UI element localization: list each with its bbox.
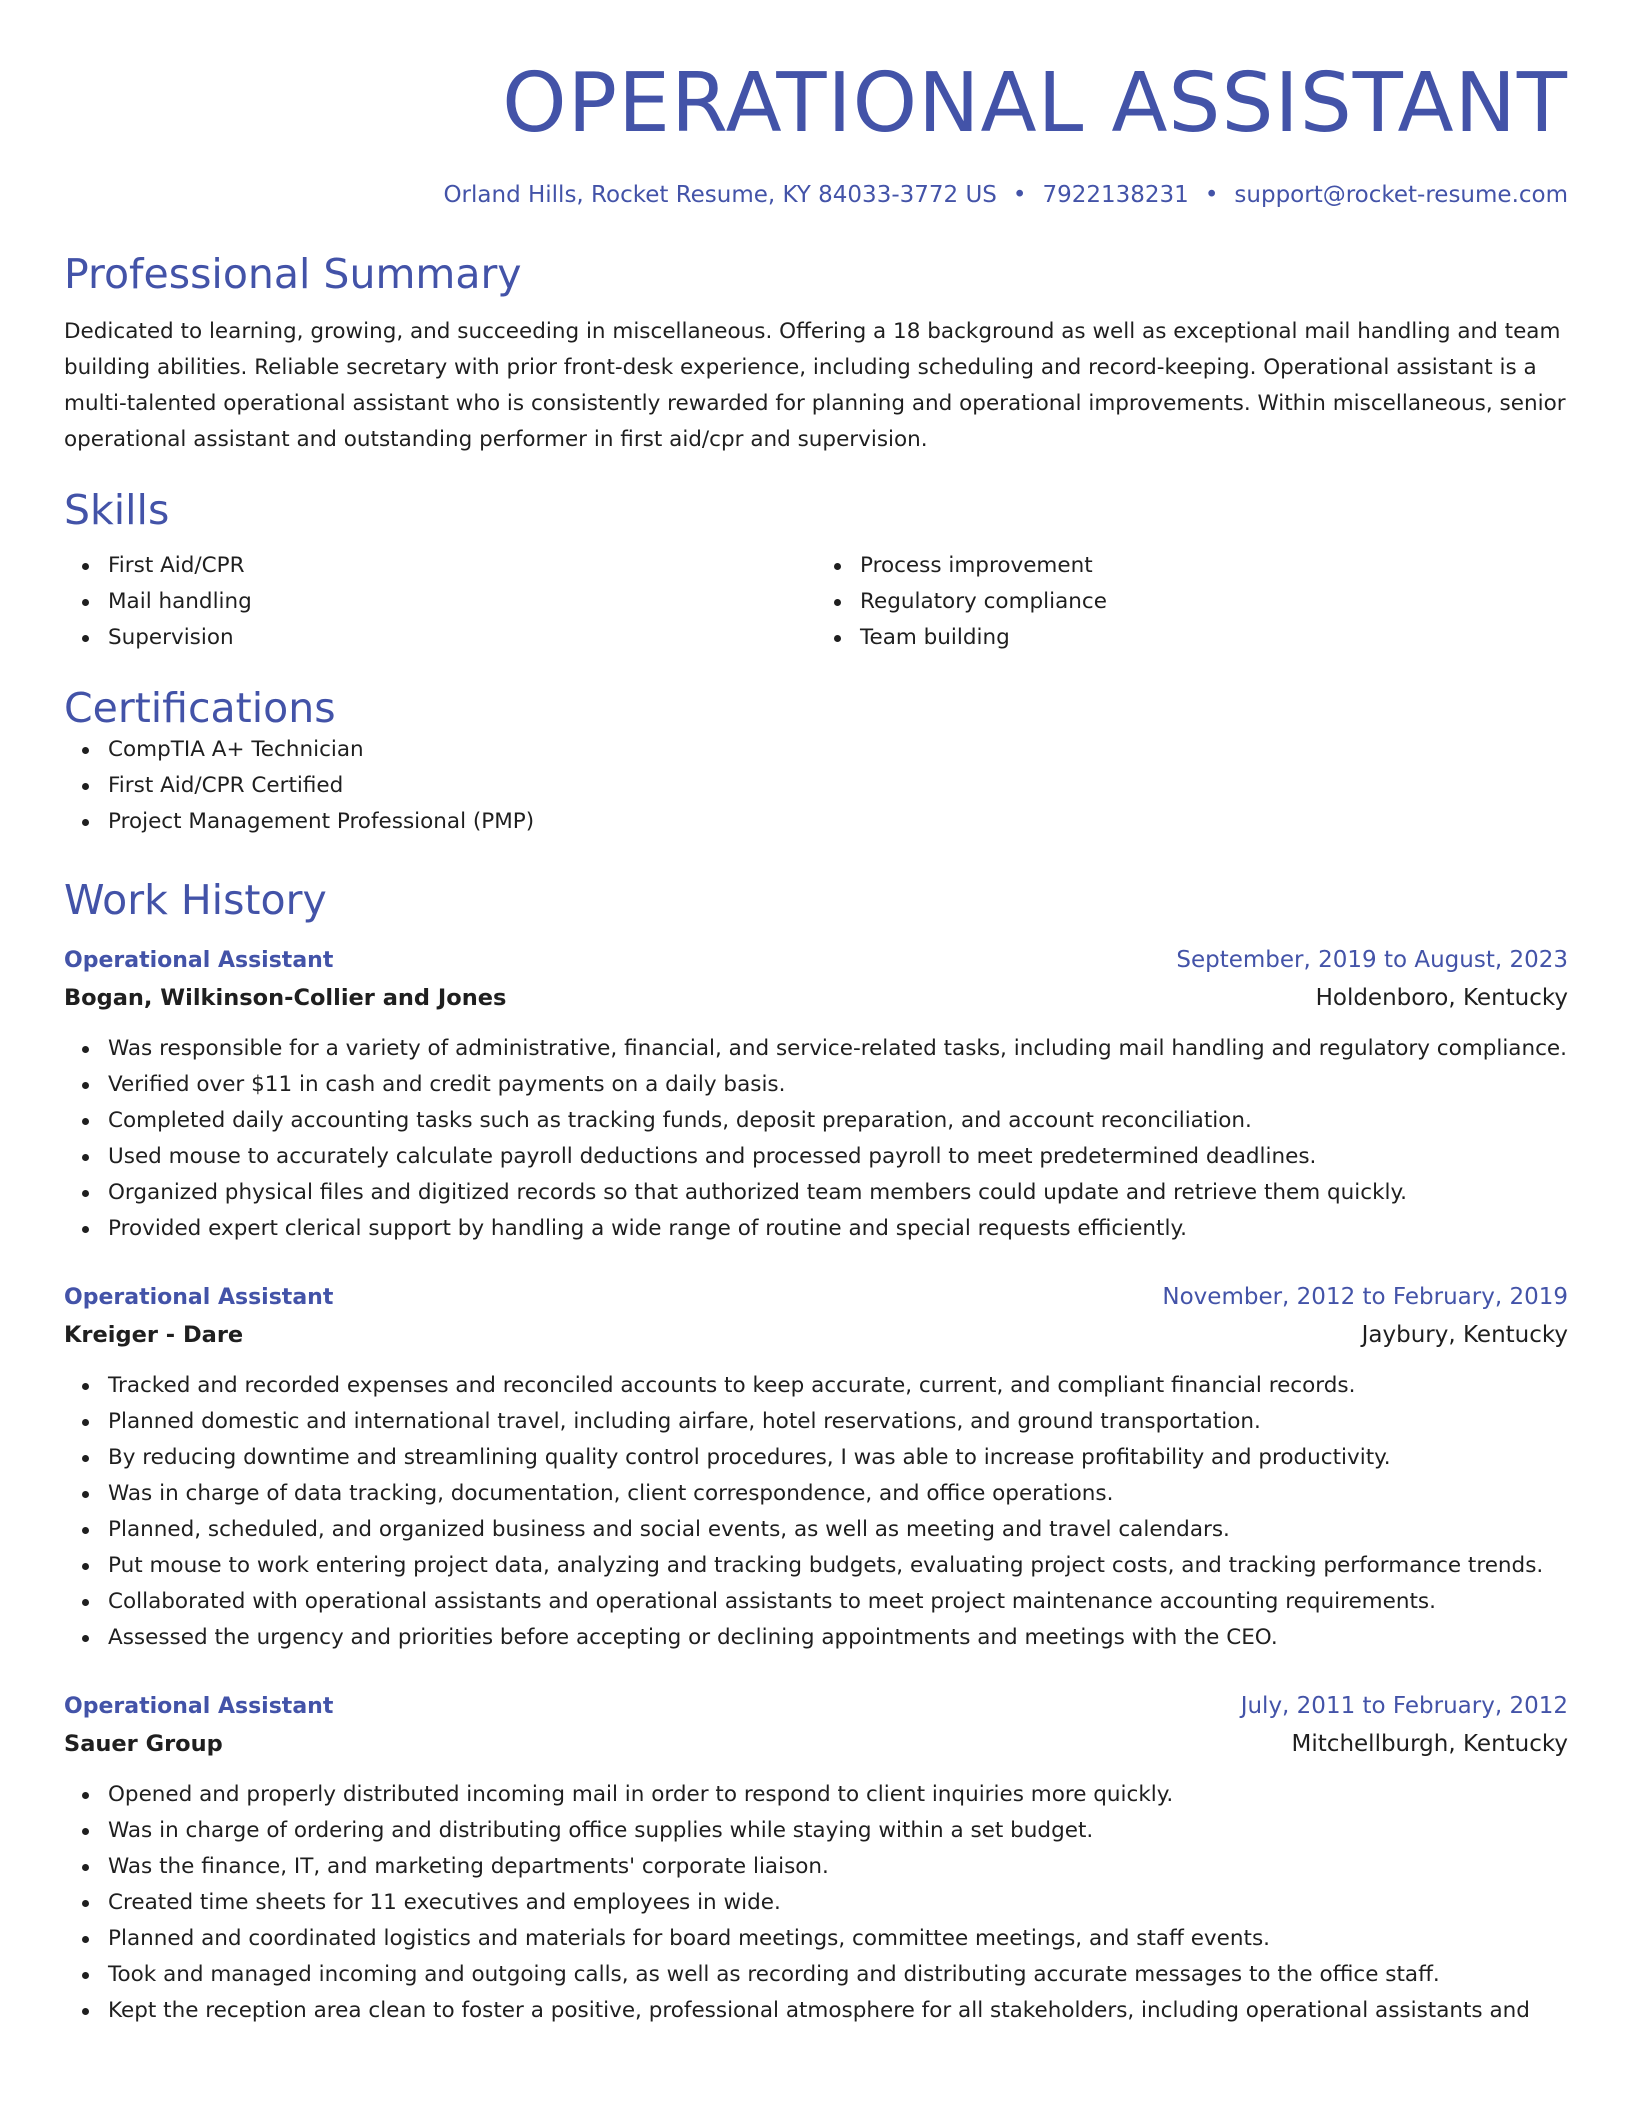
job-header-row bbox=[64, 1688, 1568, 1725]
job-bullet: Planned domestic and international travel, including airfare, hotel reservations, and ground transportation. bbox=[108, 1404, 1568, 1440]
skill-item: Regulatory compliance bbox=[860, 584, 1568, 620]
job-dates: November, 2012 to February, 2019 bbox=[1162, 1284, 1568, 1310]
contact-separator: • bbox=[1012, 182, 1027, 208]
job-bullet: Tracked and recorded expenses and reconciled accounts to keep accurate, current, and compliant financial records. bbox=[108, 1368, 1568, 1404]
job-bullet: Assessed the urgency and priorities before accepting or declining appointments and meetings with the CEO. bbox=[108, 1620, 1568, 1656]
job-entry bbox=[64, 1688, 1568, 2029]
job-title: Operational Assistant bbox=[64, 1285, 334, 1310]
job-header-row bbox=[64, 1279, 1568, 1316]
skill-item: First Aid/CPR bbox=[108, 548, 816, 584]
contact-address: Orland Hills, Rocket Resume, KY 84033-3772 US bbox=[443, 182, 997, 208]
job-bullet: Collaborated with operational assistants and operational assistants to meet project maintenance accounting requirements. bbox=[108, 1584, 1568, 1620]
job-bullet: Was responsible for a variety of administrative, financial, and service-related tasks, including mail handling and regulatory compliance. bbox=[108, 1031, 1568, 1067]
job-bullet: Was in charge of data tracking, documentation, client correspondence, and office operations. bbox=[108, 1476, 1568, 1512]
job-bullet: Took and managed incoming and outgoing calls, as well as recording and distributing accurate messages to the office staff. bbox=[108, 1957, 1568, 1993]
job-bullet: Completed daily accounting tasks such as tracking funds, deposit preparation, and account reconciliation. bbox=[108, 1103, 1568, 1139]
job-header-row bbox=[64, 942, 1568, 979]
job-bullet: By reducing downtime and streamlining quality control procedures, I was able to increase profitability and productivity. bbox=[108, 1440, 1568, 1476]
contact-phone: 7922138231 bbox=[1042, 182, 1189, 208]
job-title: Operational Assistant bbox=[64, 948, 334, 973]
job-bullet: Kept the reception area clean to foster a positive, professional atmosphere for all stakeholders, including operational assistants and bbox=[108, 1993, 1568, 2029]
summary-section bbox=[64, 250, 1568, 458]
skills-list-left bbox=[64, 548, 816, 656]
job-bullet: Opened and properly distributed incoming mail in order to respond to client inquiries more quickly. bbox=[108, 1777, 1568, 1813]
job-location: Holdenboro, Kentucky bbox=[1315, 985, 1568, 1011]
summary-heading: Professional Summary bbox=[64, 250, 522, 298]
work-history-section bbox=[64, 876, 1568, 2029]
job-entry bbox=[64, 942, 1568, 1247]
contact-line bbox=[64, 180, 1568, 210]
job-bullet: Was in charge of ordering and distributing office supplies while staying within a set budget. bbox=[108, 1813, 1568, 1849]
page-title: OPERATIONAL ASSISTANT bbox=[502, 56, 1568, 151]
job-bullet: Was the finance, IT, and marketing departments' corporate liaison. bbox=[108, 1849, 1568, 1885]
skill-item: Process improvement bbox=[860, 548, 1568, 584]
job-dates: July, 2011 to February, 2012 bbox=[1240, 1693, 1568, 1719]
job-bullet: Used mouse to accurately calculate payroll deductions and processed payroll to meet predetermined deadlines. bbox=[108, 1139, 1568, 1175]
certifications-section bbox=[64, 684, 1568, 840]
summary-text: Dedicated to learning, growing, and succeeding in miscellaneous. Offering a 18 background as well as exceptional mail handling and team building abilities. Reliable secretary with prior front-desk experience, including scheduling and record-keeping. Operational assistant is a multi-talented operational assistant who is consistently rewarded for planning and operational improvements. Within miscellaneous, senior operational assistant and outstanding performer in first aid/cpr and supervision. bbox=[64, 319, 1566, 452]
job-bullets bbox=[64, 1031, 1568, 1247]
certification-item: First Aid/CPR Certified bbox=[108, 768, 1568, 804]
work-history-heading: Work History bbox=[64, 876, 327, 924]
job-bullet: Organized physical files and digitized records so that authorized team members could update and retrieve them quickly. bbox=[108, 1175, 1568, 1211]
job-employer: Sauer Group bbox=[64, 1731, 223, 1757]
skill-item: Team building bbox=[860, 620, 1568, 656]
skills-grid bbox=[64, 548, 1568, 656]
job-employer-row bbox=[64, 979, 1568, 1017]
job-employer: Bogan, Wilkinson-Collier and Jones bbox=[64, 985, 507, 1011]
job-bullet: Planned and coordinated logistics and materials for board meetings, committee meetings, and staff events. bbox=[108, 1921, 1568, 1957]
contact-separator: • bbox=[1204, 182, 1219, 208]
job-bullet: Verified over $11 in cash and credit payments on a daily basis. bbox=[108, 1067, 1568, 1103]
certification-item: Project Management Professional (PMP) bbox=[108, 804, 1568, 840]
skill-item: Mail handling bbox=[108, 584, 816, 620]
skill-item: Supervision bbox=[108, 620, 816, 656]
job-entry bbox=[64, 1279, 1568, 1656]
job-employer: Kreiger - Dare bbox=[64, 1322, 244, 1348]
job-employer-row bbox=[64, 1725, 1568, 1763]
certifications-list bbox=[64, 732, 1568, 840]
certifications-heading: Certifications bbox=[64, 684, 336, 732]
job-bullet: Put mouse to work entering project data, analyzing and tracking budgets, evaluating project costs, and tracking performance trends. bbox=[108, 1548, 1568, 1584]
job-bullets bbox=[64, 1368, 1568, 1656]
skills-list-right bbox=[816, 548, 1568, 656]
certification-item: CompTIA A+ Technician bbox=[108, 732, 1568, 768]
job-location: Mitchellburgh, Kentucky bbox=[1291, 1731, 1568, 1757]
job-title: Operational Assistant bbox=[64, 1694, 334, 1719]
skills-section bbox=[64, 486, 1568, 656]
contact-email[interactable]: support@rocket-resume.com bbox=[1234, 182, 1568, 208]
job-bullets bbox=[64, 1777, 1568, 2029]
resume-page bbox=[64, 0, 1568, 2029]
resume-header bbox=[64, 0, 1568, 210]
job-location: Jaybury, Kentucky bbox=[1361, 1322, 1568, 1348]
job-dates: September, 2019 to August, 2023 bbox=[1176, 947, 1568, 973]
job-bullet: Provided expert clerical support by handling a wide range of routine and special requests efficiently. bbox=[108, 1211, 1568, 1247]
skills-heading: Skills bbox=[64, 486, 170, 534]
job-bullet: Created time sheets for 11 executives and employees in wide. bbox=[108, 1885, 1568, 1921]
job-bullet: Planned, scheduled, and organized business and social events, as well as meeting and travel calendars. bbox=[108, 1512, 1568, 1548]
job-employer-row bbox=[64, 1316, 1568, 1354]
